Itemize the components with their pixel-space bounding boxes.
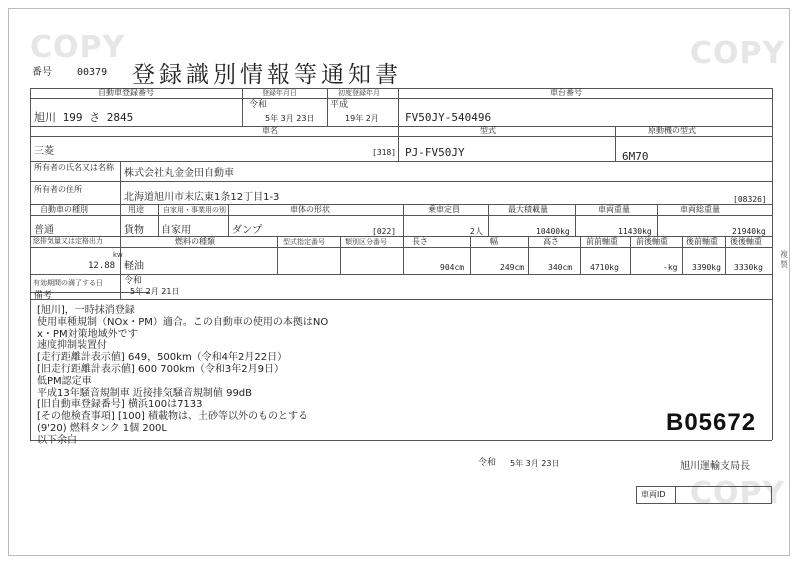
number-value: 00379 xyxy=(77,67,108,78)
rr-axle-value: 3330kg xyxy=(734,263,763,272)
stamp-id: B05672 xyxy=(666,409,757,436)
use-label: 用途 xyxy=(128,205,144,214)
watermark-copy: COPY xyxy=(30,30,126,65)
ff-axle-label: 前前軸重 xyxy=(586,237,618,246)
weight-value: 11430kg xyxy=(618,227,652,236)
remarks-label: 備考 xyxy=(34,291,53,301)
vehicle-name: 三菱 xyxy=(34,146,54,157)
rf-axle-value: 3390kg xyxy=(692,263,721,272)
remarks-line: x・PM対策地域外です xyxy=(37,328,138,340)
first-reg-label: 初度登録年月 xyxy=(338,89,380,97)
remarks-line: [旭川]，一時抹消登録 xyxy=(37,305,135,316)
body-code: [022] xyxy=(372,227,397,236)
remarks-line: [走行距離計表示値] 649，500km（令和4年2月22日） xyxy=(37,352,288,364)
owner-label: 所有者の氏名又は名称 xyxy=(34,163,114,172)
width-label: 幅 xyxy=(490,237,498,246)
side-mark: 複製 xyxy=(780,250,788,269)
remarks-line: (9'20) 燃料タンク 1個 200L xyxy=(37,422,167,434)
first-reg-date: 19年 2月 xyxy=(345,114,379,123)
rf-axle-label: 後前軸重 xyxy=(686,237,718,246)
displacement-unit: kw xyxy=(113,251,123,259)
category-label: 類別区分番号 xyxy=(345,238,387,246)
plate-number: 旭川 199 さ 2845 xyxy=(34,111,134,124)
weight-label: 車両重量 xyxy=(598,205,630,214)
engine-value: 6M70 xyxy=(622,150,649,163)
footer-era: 令和 xyxy=(478,458,497,468)
remarks-line: [旧自動車登録番号] 横浜100は7133 xyxy=(37,399,203,411)
capacity-label: 乗車定員 xyxy=(428,205,460,214)
body-value: ダンプ xyxy=(232,225,263,236)
remarks-list xyxy=(37,305,328,447)
height-label: 高さ xyxy=(543,237,559,246)
name-label: 車名 xyxy=(262,126,278,135)
length-label: 長さ xyxy=(412,237,428,246)
remarks-line: 平成13年騒音規制車 近接排気騒音規制値 99dB xyxy=(37,387,253,399)
reg-date-label: 登録年月日 xyxy=(262,89,297,97)
displacement-value: 12.88 xyxy=(88,261,116,271)
watermark-copy: COPY xyxy=(690,476,786,511)
number-label: 番号 xyxy=(32,67,52,78)
fr-axle-value: -kg xyxy=(663,263,678,272)
owner-name: 株式会社丸金金田自動車 xyxy=(124,168,234,179)
model-code: [318] xyxy=(372,148,397,157)
remarks-line: 低PM認定車 xyxy=(37,375,92,387)
remarks-line: 速度抑制装置付 xyxy=(37,340,107,352)
private-business-label: 自家用・事業用の別 xyxy=(163,206,226,214)
max-load-label: 最大積載量 xyxy=(508,205,548,214)
expiry-era: 令和 xyxy=(124,276,143,286)
kind-value: 普通 xyxy=(34,225,54,236)
reg-date: 5年 3月 23日 xyxy=(265,114,315,123)
engine-label: 原動機の型式 xyxy=(648,126,696,135)
owner-address: 北海道旭川市末広東1条12丁目1-3 xyxy=(124,192,280,203)
address-code: [08326] xyxy=(733,195,767,204)
remarks-line: [旧走行距離計表示値] 600 700km（令和3年2月9日） xyxy=(37,363,284,375)
remarks-line: 使用車種規制（NOx・PM）適合。この自動車の使用の本拠はNO xyxy=(37,316,329,328)
fuel-label: 燃料の種類 xyxy=(175,237,215,246)
capacity-value: 2人 xyxy=(470,227,483,236)
type-approval-label: 型式指定番号 xyxy=(283,238,325,246)
displacement-label: 総排気量又は定格出力 xyxy=(33,237,103,245)
gross-value: 21940kg xyxy=(732,227,766,236)
height-value: 340cm xyxy=(548,263,573,272)
model-value: PJ-FV50JY xyxy=(405,146,465,159)
rr-axle-label: 後後軸重 xyxy=(730,237,762,246)
vehicle-id-label: 車両ID xyxy=(641,490,666,499)
vehicle-id-box xyxy=(636,486,772,504)
fr-axle-label: 前後軸重 xyxy=(636,237,668,246)
remarks-line: [その他検査事項] [100] 積載物は、土砂等以外のものとする xyxy=(37,411,309,423)
office-name: 旭川運輸支局長 xyxy=(680,461,750,472)
gross-label: 車両総重量 xyxy=(680,205,720,214)
watermark-copy: COPY xyxy=(690,36,786,71)
width-value: 249cm xyxy=(500,263,525,272)
use-value: 貨物 xyxy=(124,225,144,236)
length-value: 904cm xyxy=(440,263,465,272)
address-label: 所有者の住所 xyxy=(34,185,82,194)
max-load-value: 10400kg xyxy=(536,227,570,236)
kind-label: 自動車の種別 xyxy=(40,205,88,214)
reg-era: 令和 xyxy=(249,100,268,110)
model-label: 型式 xyxy=(480,126,496,135)
first-era: 平成 xyxy=(330,100,349,110)
reg-no-label: 自動車登録番号 xyxy=(98,88,154,97)
ff-axle-value: 4710kg xyxy=(590,263,619,272)
body-label: 車体の形状 xyxy=(290,205,330,214)
expiry-label: 有効期間の満了する日 xyxy=(33,279,103,287)
chassis-number: FV50JY-540496 xyxy=(405,111,492,124)
chassis-label: 車台番号 xyxy=(550,88,582,97)
footer-date: 5年 3月 23日 xyxy=(510,459,560,468)
expiry-date: 5年 2月 21日 xyxy=(130,287,180,296)
private-business-value: 自家用 xyxy=(161,225,191,236)
remarks-line: 以下余白 xyxy=(37,434,77,446)
document-title: 登録識別情報等通知書 xyxy=(132,62,402,88)
fuel-value: 軽油 xyxy=(124,261,144,272)
